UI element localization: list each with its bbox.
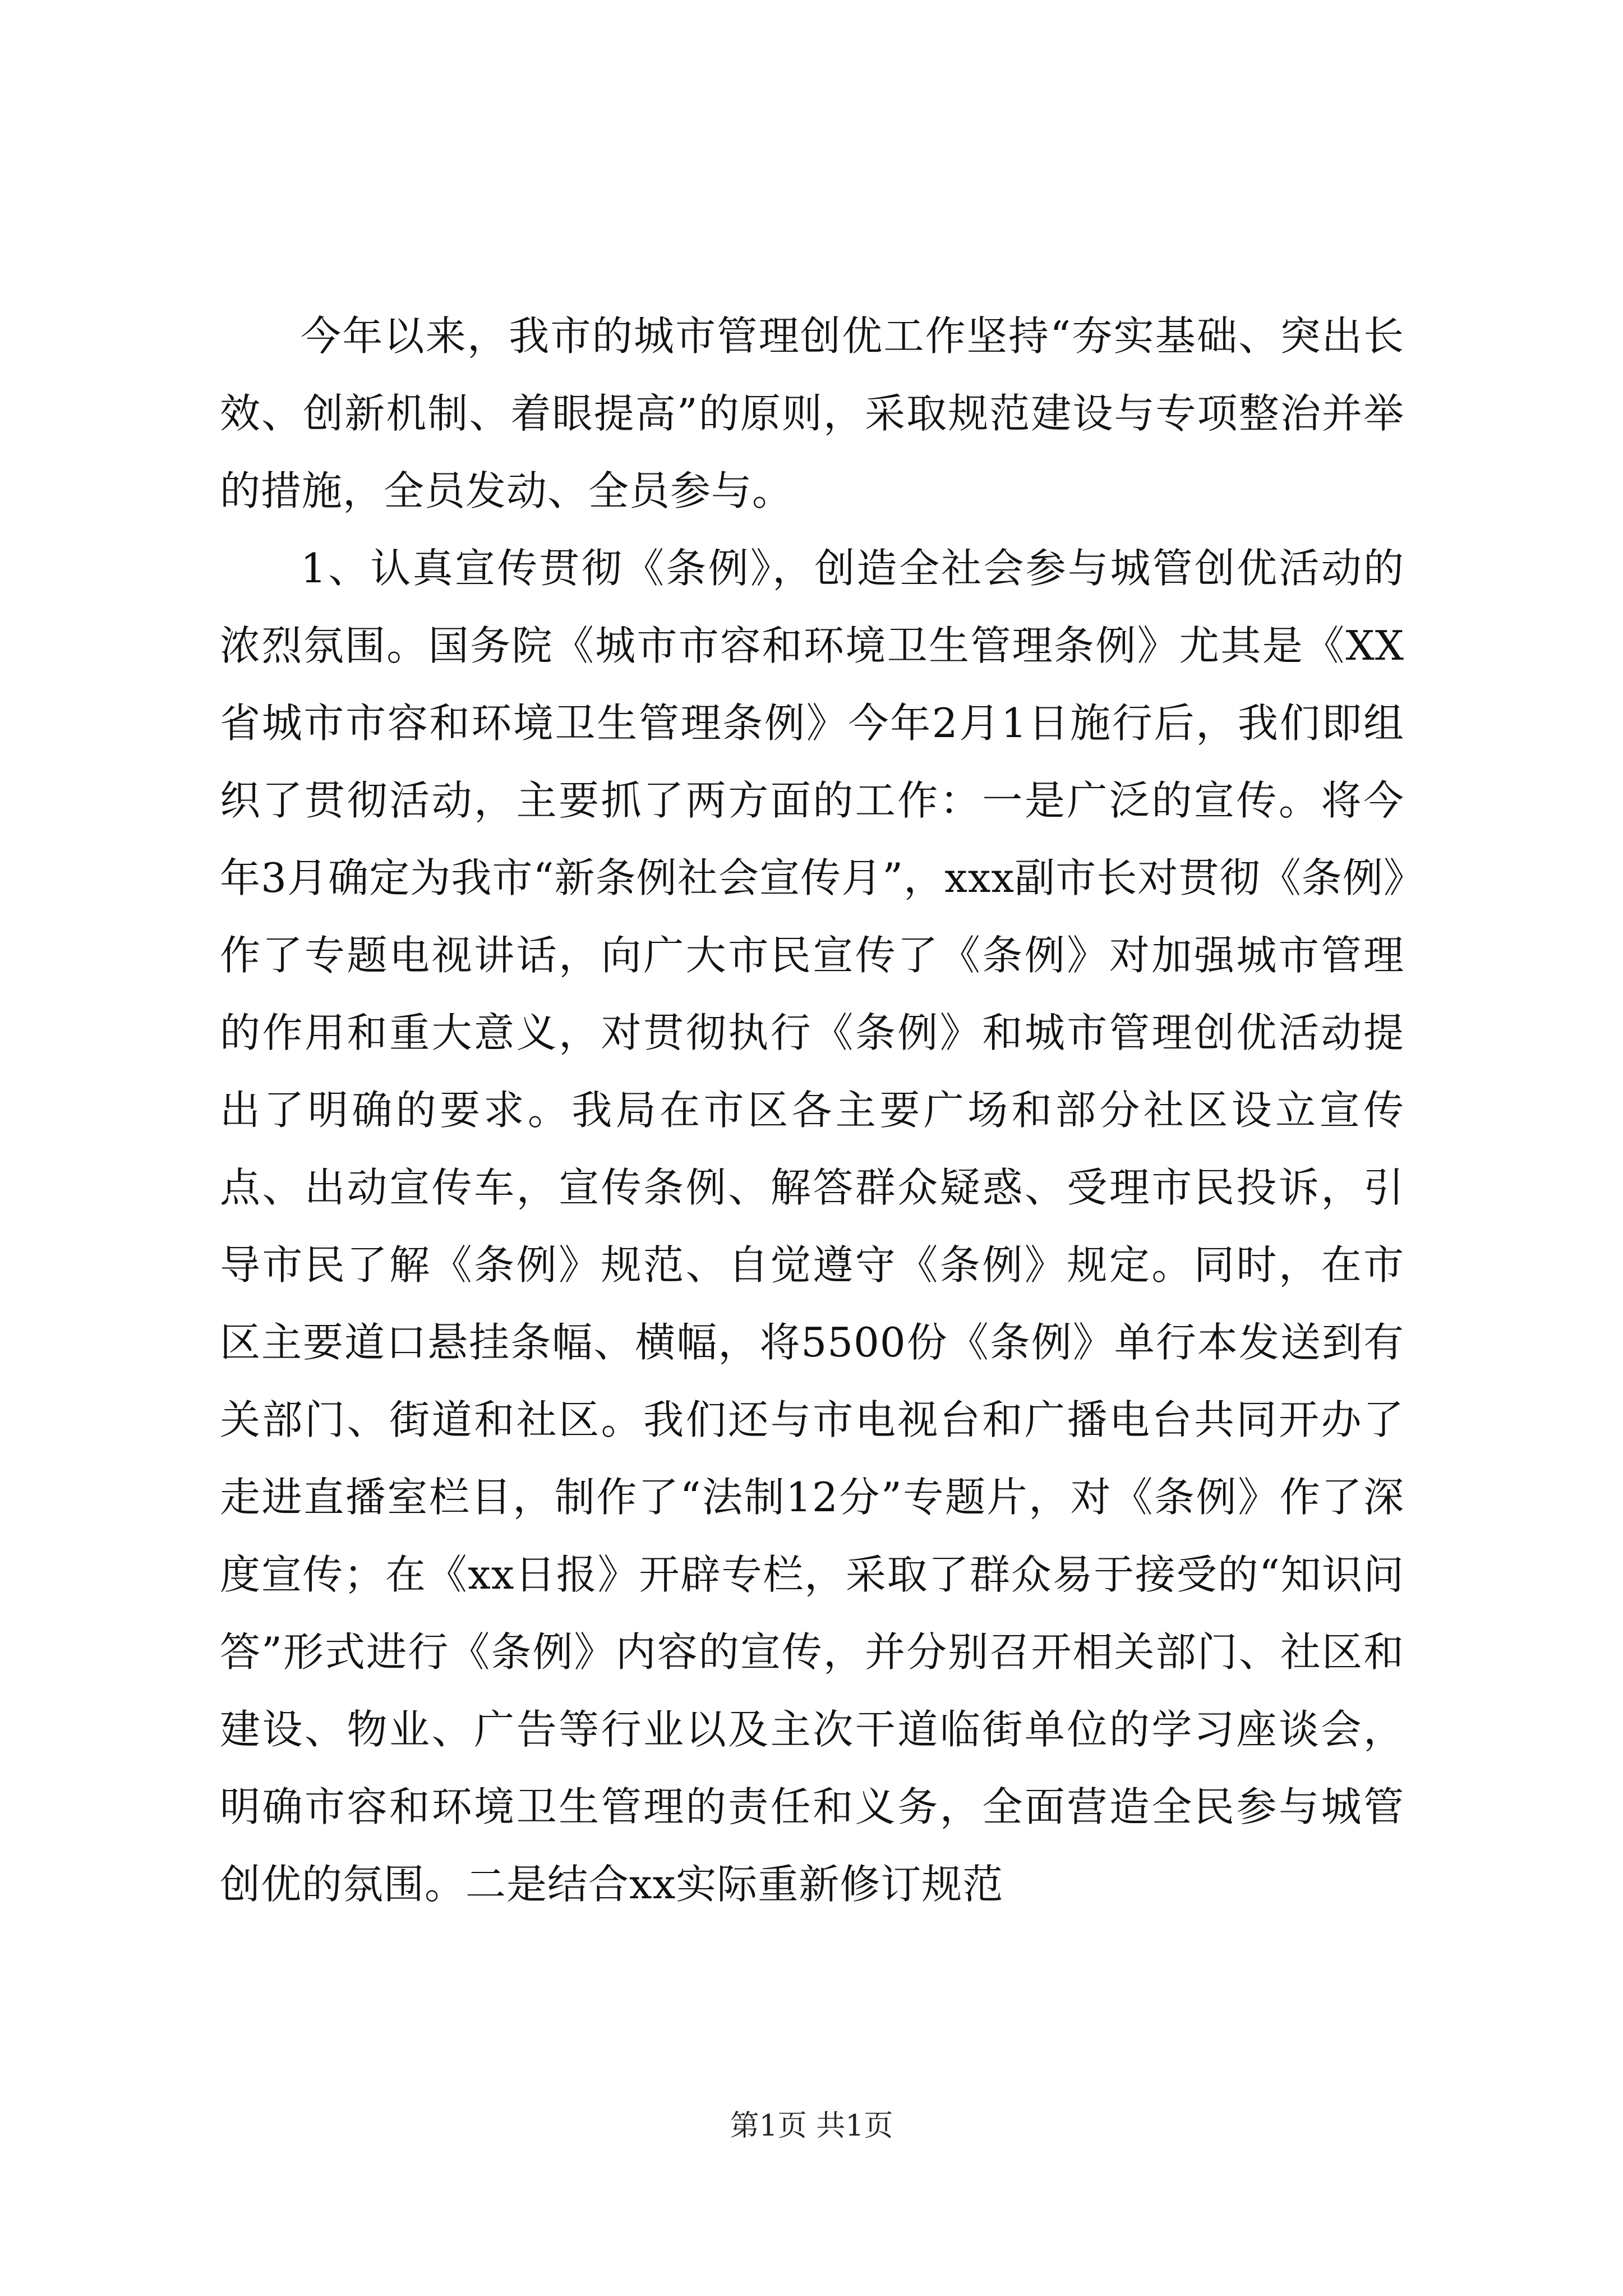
document-body	[220, 297, 1404, 1923]
paragraph-intro: 今年以来，我市的城市管理创优工作坚持“夯实基础、突出长效、创新机制、着眼提高”的原则，采取规范建设与专项整治并举的措施，全员发动、全员参与。	[220, 312, 1404, 514]
paragraph-section-1: 1、认真宣传贯彻《条例》，创造全社会参与城管创优活动的浓烈氛围。国务院《城市市容和环境卫生管理条例》尤其是《XX省城市市容和环境卫生管理条例》今年2月1日施行后，我们即组织了贯彻活动，主要抓了两方面的工作：一是广泛的宣传。将今年3月确定为我市“新条例社会宣传月”，xxx副市长对贯彻《条例》作了专题电视讲话，向广大市民宣传了《条例》对加强城市管理的作用和重大意义，对贯彻执行《条例》和城市管理创优活动提出了明确的要求。我局在市区各主要广场和部分社区设立宣传点、出动宣传车，宣传条例、解答群众疑惑、受理市民投诉，引导市民了解《条例》规范、自觉遵守《条例》规定。同时，在市区主要道口悬挂条幅、横幅，将5500份《条例》单行本发送到有关部门、街道和社区。我们还与市电视台和广播电台共同开办了走进直播室栏目，制作了“法制12分”专题片，对《条例》作了深度宣传；在《xx日报》开辟专栏，采取了群众易于接受的“知识问答”形式进行《条例》内容的宣传，并分别召开相关部门、社区和建设、物业、广告等行业以及主次干道临街单位的学习座谈会，明确市容和环境卫生管理的责任和义务，全面营造全民参与城管创优的氛围。二是结合xx实际重新修订规范	[220, 545, 1404, 1908]
page-footer: 第1页 共1页	[730, 2109, 893, 2143]
